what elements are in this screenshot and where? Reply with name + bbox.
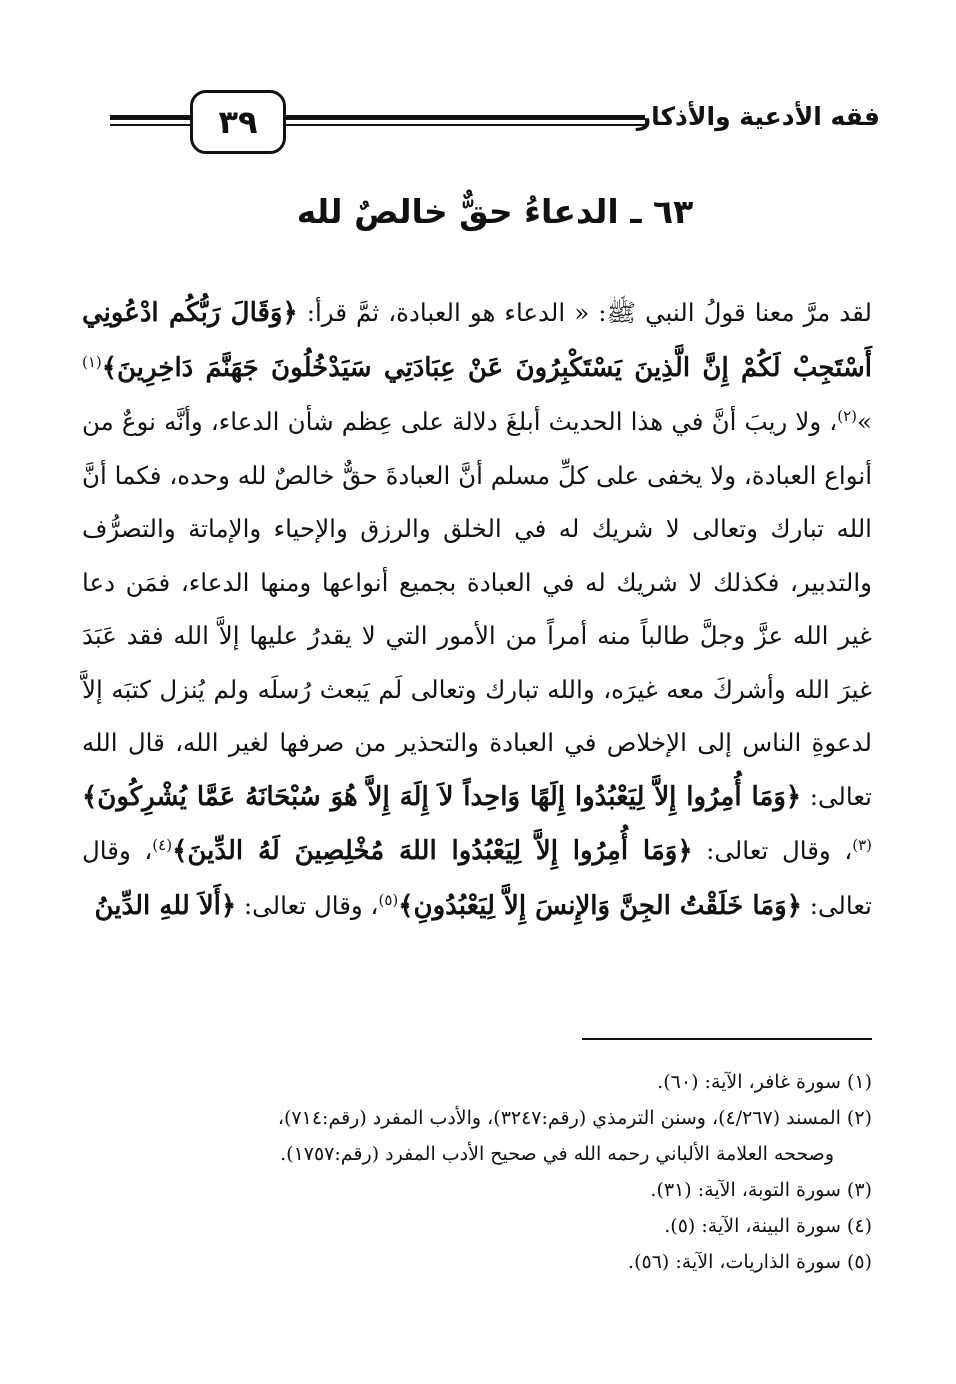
footnote-ref-2: (٢) — [837, 406, 857, 425]
body-text-3: ، ولا ريبَ أنَّ في هذا الحديث أبلغَ دلالة على عِظم شأن الدعاء، وأنَّه نوعٌ من أنواع العبادة، ولا يخفى على كلِّ مسلم أنَّ العبادةَ حقٌّ خالصٌ لله وحده، فكما أنَّ الله تبارك وتعالى لا شريك له في الخلق والرزق والإحياء والإماتة والتصرُّف والتدبير، فكذلك لا شريك له في العبادة بجميع أنواعها ومنها الدعاء، فمَن دعا غير الله عزَّ وجلَّ طالباً منه أمراً من الأمور التي لا يقدرُ عليها إلاَّ الله فقد عَبَدَ غيرَ الله وأشركَ معه غيرَه، والله تبارك وتعالى لَم يَبعث رُسلَه ولم يُنزل كتبَه إلاَّ لدعوةِ الناس إلى الإخلاص في العبادة والتحذير من صرفها لغير الله، قال الله تعالى: — [82, 407, 873, 811]
footnote-2-line-2: وصححه العلامة الألباني رحمه الله في صحيح الأدب المفرد (رقم:١٧٥٧). — [280, 1143, 834, 1165]
body-text-2: » — [857, 407, 872, 436]
quran-verse-3: ﴿وَمَا أُمِرُوا إِلاَّ لِيَعْبُدُوا اللهَ مُخْلِصِينَ لَهُ الدِّينَ﴾ — [172, 836, 693, 866]
quran-verse-1: ﴿وَقَالَ رَبُّكُم ادْعُونِي أَسْتَجِبْ لَكُمْ إِنَّ الَّذِينَ يَسْتَكْبِرُونَ عَنْ عِبَادَتِي سَيَدْخُلُونَ جَهَنَّمَ دَاخِرِينَ﴾ — [82, 298, 872, 383]
footnote-ref-5: (٥) — [378, 890, 399, 909]
footnote-5: (٥) سورة الذاريات، الآية: (٥٦). — [628, 1251, 872, 1273]
footnote-ref-3: (٣) — [852, 835, 873, 854]
body-text-4: ، وقال تعالى: — [692, 836, 853, 865]
body-text-5: ، وقال تعالى: — [82, 836, 872, 920]
footnote-ref-4: (٤) — [152, 835, 173, 854]
footnote-2-line-1: (٢) المسند (٤/٢٦٧)، وسنن الترمذي (رقم:٣٢٤٧)، والأدب المفرد (رقم:٧١٤)، — [277, 1107, 872, 1129]
quran-verse-2: ﴿وَمَا أُمِرُوا إِلاَّ لِيَعْبُدُوا إِلَهًا وَاحِداً لاَ إِلَهَ إِلاَّ هُوَ سُبْحَانَهُ عَمَّا يُشْرِكُونَ﴾ — [82, 781, 802, 812]
quran-verse-5: ﴿أَلاَ للهِ الدِّينُ — [94, 890, 237, 921]
footnote-3: (٣) سورة التوبة، الآية: (٣١). — [650, 1179, 872, 1201]
body-text-6: ، وقال تعالى: — [236, 890, 379, 920]
chapter-title: ٦٣ ـ الدعاءُ حقٌّ خالصٌ لله — [296, 192, 694, 231]
page-header — [110, 84, 880, 154]
footnote-ref-1: (١) — [82, 352, 102, 371]
page-number: ٣٩ — [190, 90, 286, 154]
quran-verse-4: ﴿وَمَا خَلَقْتُ الجِنَّ وَالإِنسَ إِلاَّ لِيَعْبُدُونِ﴾ — [398, 890, 802, 921]
footnote-1: (١) سورة غافر، الآية: (٦٠). — [657, 1071, 872, 1093]
footnote-separator — [582, 1038, 872, 1040]
body-text-1: لقد مرَّ معنا قولُ النبي ﷺ: « الدعاء هو العبادة، ثمَّ قرأ: — [297, 298, 872, 327]
footnote-2 — [82, 1100, 872, 1172]
body-paragraph — [82, 286, 872, 933]
book-title: فقه الأدعية والأذكار — [636, 102, 880, 131]
footnotes — [82, 1064, 872, 1280]
footnote-4: (٤) سورة البينة، الآية: (٥). — [664, 1215, 872, 1237]
